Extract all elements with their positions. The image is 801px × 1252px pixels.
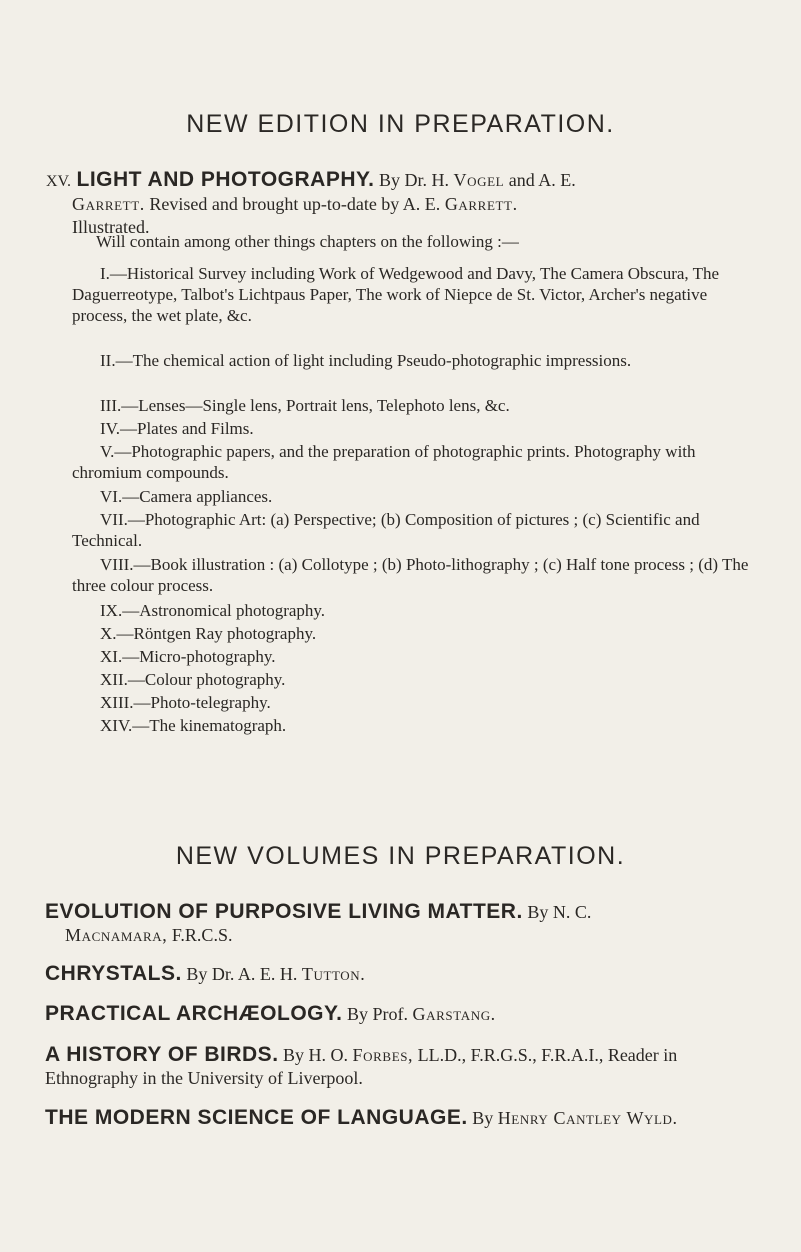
chapter-item: II.—The chemical action of light including Pseudo-photographic impressions.	[100, 351, 632, 370]
volume-title: EVOLUTION OF PURPOSIVE LIVING MATTER.	[45, 900, 523, 923]
volume-entry: A HISTORY OF BIRDS. By H. O. Forbes, LL.D., F.R.G.S., F.R.A.I., Reader in Ethnography in the University of Liverpool.	[45, 1043, 678, 1088]
chapter-item: XI.—Micro-photography.	[100, 647, 276, 666]
chapter-item: IV.—Plates and Films.	[100, 419, 254, 438]
chapter-item: III.—Lenses—Single lens, Portrait lens, Telephoto lens, &c.	[100, 396, 510, 415]
chapter-item: IX.—Astronomical photography.	[100, 601, 326, 620]
book-intro: Will contain among other things chapters on the following :—	[96, 232, 519, 251]
volume-entry: THE MODERN SCIENCE OF LANGUAGE. By Henry Cantley Wyld.	[45, 1106, 678, 1129]
book-entry-xv	[46, 168, 752, 239]
book-revised-author: Garrett.	[444, 194, 518, 214]
volume-author: Macnamara,	[65, 925, 168, 945]
chapter-item: XIII.—Photo-telegraphy.	[100, 693, 271, 712]
volume-title: CHRYSTALS.	[45, 962, 182, 985]
book-authors-by: By Dr. H.	[379, 170, 454, 190]
volume-entry: PRACTICAL ARCHÆOLOGY. By Prof. Garstang.	[45, 1002, 496, 1025]
book-author2: Garrett.	[72, 194, 145, 214]
volume-author: Garstang.	[412, 1004, 496, 1024]
volume-entry: CHRYSTALS. By Dr. A. E. H. Tutton.	[45, 962, 366, 985]
book-illustrated: Illustrated.	[72, 217, 150, 237]
volume-title: A HISTORY OF BIRDS.	[45, 1043, 279, 1066]
chapter-item: VIII.—Book illustration : (a) Collotype ; (b) Photo-lithography ; (c) Half tone process ; (d) The three colour process.	[72, 555, 749, 595]
volume-entry: EVOLUTION OF PURPOSIVE LIVING MATTER. By N. C. Macnamara, F.R.C.S.	[45, 900, 592, 945]
chapter-item: VII.—Photographic Art: (a) Perspective; (b) Composition of pictures ; (c) Scientific and Technical.	[72, 510, 700, 550]
volume-author: Forbes,	[352, 1045, 414, 1065]
chapter-item: X.—Röntgen Ray photography.	[100, 624, 317, 643]
volume-title: THE MODERN SCIENCE OF LANGUAGE.	[45, 1106, 468, 1129]
book-title: LIGHT AND PHOTOGRAPHY.	[76, 168, 375, 191]
volumes-heading: NEW VOLUMES IN PREPARATION.	[175, 842, 626, 870]
book-and: and A. E.	[504, 170, 576, 190]
edition-heading: NEW EDITION IN PREPARATION.	[186, 110, 615, 138]
chapter-item: I.—Historical Survey including Work of Wedgewood and Davy, The Camera Obscura, The Daguerreotype, Talbot's Lichtpaus Paper, The work of Niepce de St. Victor, Archer's negative process, the wet plate, &c.	[72, 264, 720, 325]
volume-author: Tutton.	[301, 964, 366, 984]
volume-title: PRACTICAL ARCHÆOLOGY.	[45, 1002, 343, 1025]
book-author1: Vogel	[453, 170, 505, 190]
chapter-item: XIV.—The kinematograph.	[100, 716, 287, 735]
book-number: XV.	[46, 173, 72, 190]
book-revised: Revised and brought up-to-date by A. E.	[144, 194, 445, 214]
chapter-item: VI.—Camera appliances.	[100, 487, 273, 506]
chapter-item: V.—Photographic papers, and the preparation of photographic prints. Photography with chromium compounds.	[72, 442, 696, 482]
chapter-item: XII.—Colour photography.	[100, 670, 286, 689]
volume-author: Henry Cantley Wyld.	[497, 1108, 678, 1128]
